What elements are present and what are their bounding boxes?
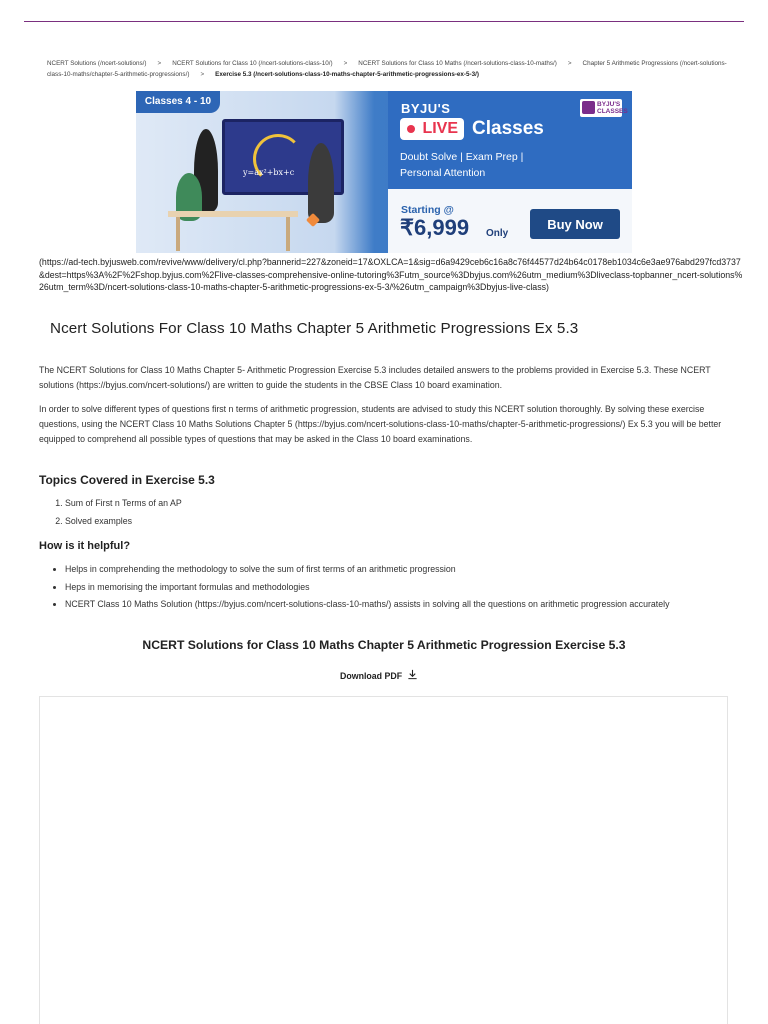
live-dot-icon [407, 125, 415, 133]
classes-tag: Classes 4 - 10 [136, 91, 220, 113]
breadcrumb-separator: > [567, 60, 572, 67]
intro-paragraph: The NCERT Solutions for Class 10 Maths Chapter 5- Arithmetic Progression Exercise 5.3 includes detailed answers to the problems provided in Exercise 5.3. These NCERT solutions (https://byjus.com/ncert-solutions/) are written to guide the students in the CBSE Class 10 board examination. [39, 365, 711, 390]
list-item: • Heps in memorising the important formulas and methodologies [65, 580, 755, 595]
topics-heading: Topics Covered in Exercise 5.3 [39, 473, 215, 487]
list-item: 1. Sum of First n Terms of an AP [65, 494, 182, 512]
download-icon [407, 669, 418, 682]
breadcrumb-separator: > [157, 60, 162, 67]
topics-list [39, 494, 182, 530]
tagline-line-1: Doubt Solve | Exam Prep | [400, 151, 524, 163]
solutions-title: NCERT Solutions for Class 10 Maths Chapter 5 Arithmetic Progression Exercise 5.3 [142, 638, 626, 652]
live-classes-banner[interactable] [136, 91, 632, 253]
live-classes-text: Classes [472, 118, 544, 139]
helpful-heading: How is it helpful? [39, 540, 131, 552]
teacher-illustration [308, 143, 334, 223]
desk-leg [176, 217, 180, 251]
breadcrumb-ncert-solutions[interactable]: NCERT Solutions (/ncert-solutions/) [47, 60, 147, 67]
header-divider [24, 21, 744, 22]
breadcrumb-separator: > [343, 60, 348, 67]
logo-mark-icon [582, 101, 595, 114]
price: ₹6,999 [400, 215, 470, 240]
ad-link-url[interactable]: (https://ad-tech.byjusweb.com/revive/www/delivery/cl.php?bannerid=227&zoneid=17&OXLCA=1&sig=d6a9429ceb6c16a8c76f44577d24b64c0178eb1034c6e3ae976abd297fcd3737&dest=https%3A%2F%2Fshop.byjus.com%2Flive-classes-comprehensive-online-tutoring%3Futm_source%3Dbyjus.com%26utm_medium%3Dliveclass-topbanner_ncert-solutions%26utm_term%3D/ncert-solutions-class-10-maths-chapter-5-arithmetic-progressions-ex-5-3/%26utm_campaign%3Dbyjus-live-class) [39, 257, 743, 293]
download-pdf-label: Download PDF [340, 670, 403, 681]
page-title: Ncert Solutions For Class 10 Maths Chapter 5 Arithmetic Progressions Ex 5.3 [50, 320, 579, 337]
study-paragraph: In order to solve different types of questions first n terms of arithmetic progression, students are advised to study this NCERT solution thoroughly. By solving these exercise questions, using the NCERT Class 10 Maths Solutions Chapter 5 (https://byjus.com/ncert-solutions-class-10-maths/chapter-5-arithmetic-progressions/) Ex 5.3 you will be better equipped to comprehend all possible types of questions that may be asked in the Class 10 board examinations. [39, 404, 722, 444]
breadcrumb-chapter-5[interactable]: Chapter 5 Arithmetic Progressions (/ncert-solutions-class-10-maths/chapter-5-arithmetic-progressions/) [47, 60, 727, 78]
breadcrumb-class-10[interactable]: NCERT Solutions for Class 10 (/ncert-solutions-class-10/) [172, 60, 333, 67]
live-badge: LIVE [400, 118, 464, 140]
desk-leg [286, 217, 290, 251]
byjus-classes-logo [580, 99, 628, 117]
breadcrumb-class-10-maths[interactable]: NCERT Solutions for Class 10 Maths (/ncert-solutions-class-10-maths/) [358, 60, 557, 67]
tagline-line-2: Personal Attention [400, 167, 486, 179]
buy-now-button[interactable]: Buy Now [530, 209, 620, 239]
logo-text: BYJU'S CLASSES [597, 101, 628, 115]
breadcrumb-current: Exercise 5.3 (/ncert-solutions-class-10-maths-chapter-5-arithmetic-progressions-ex-5-3/) [215, 71, 479, 78]
board-formula: y=ax²+bx+c [243, 168, 295, 177]
banner-tagline [400, 149, 600, 181]
starting-label: Starting @ [401, 204, 454, 216]
breadcrumb-separator: > [200, 71, 205, 78]
list-item: • NCERT Class 10 Maths Solution (https://byjus.com/ncert-solutions-class-10-maths/) assists in solving all the questions on arithmetic progression accurately [65, 597, 755, 612]
brand-name: BYJU'S [401, 101, 451, 116]
price-only-label: Only [486, 228, 509, 239]
desk-illustration [168, 211, 298, 217]
breadcrumb [47, 58, 727, 80]
pdf-viewer[interactable] [39, 696, 728, 1024]
list-item: • Helps in comprehending the methodology to solve the sum of first terms of an arithmetic progression [65, 562, 755, 577]
helpful-list [39, 562, 755, 615]
download-pdf-button[interactable] [340, 669, 418, 682]
list-item: 2. Solved examples [65, 512, 182, 530]
